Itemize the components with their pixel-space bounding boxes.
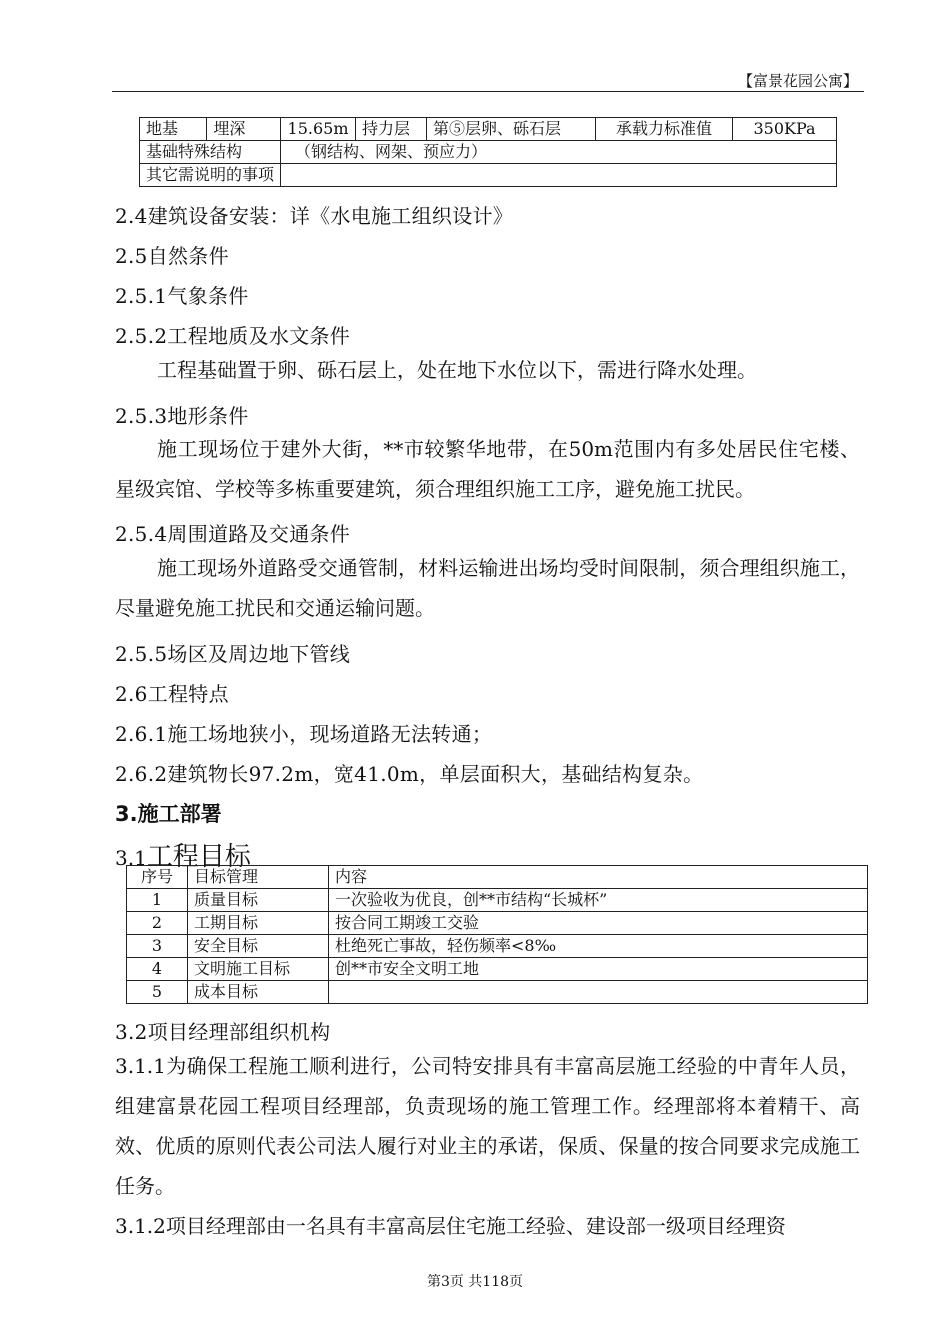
table-row	[127, 889, 868, 912]
table-row	[140, 118, 837, 141]
project-goals-table	[126, 865, 868, 1004]
table-row	[127, 981, 868, 1004]
table-row	[140, 141, 837, 164]
table-cell	[329, 981, 868, 1004]
table-cell: 工期目标	[188, 912, 329, 935]
section-2-6-1: 2.6.1施工场地狭小，现场道路无法转通；	[115, 722, 493, 746]
table-cell: 成本目标	[188, 981, 329, 1004]
table-cell: 承载力标准值	[596, 118, 733, 141]
section-2-6: 2.6工程特点	[115, 682, 229, 706]
table-cell: 350KPa	[733, 118, 837, 141]
section-3-1-number: 3.1	[115, 846, 147, 870]
table-cell: 一次验收为优良，创**市结构“长城杯”	[329, 889, 868, 912]
paragraph-traffic: 施工现场外道路受交通管制，材料运输进出场均受时间限制，须合理组织施工，尽量避免施工扰民和交通运输问题。	[115, 556, 860, 620]
table-cell: 地基	[140, 118, 207, 141]
table-cell: 埋深	[207, 118, 281, 141]
table-header-cell: 内容	[329, 866, 868, 889]
table-header-row	[127, 866, 868, 889]
table-cell	[281, 164, 837, 187]
table-header-cell: 目标管理	[188, 866, 329, 889]
table-cell: 杜绝死亡事故，轻伤频率<8‰	[329, 935, 868, 958]
document-header-title: 【富景花园公寓】	[737, 72, 858, 90]
table-cell: （钢结构、网架、预应力）	[281, 141, 837, 164]
table-cell: 质量目标	[188, 889, 329, 912]
section-2-5: 2.5自然条件	[115, 244, 229, 268]
table-cell: 15.65m	[281, 118, 356, 141]
foundation-table	[139, 117, 837, 187]
section-2-6-2: 2.6.2建筑物长97.2m，宽41.0m，单层面积大，基础结构复杂。	[115, 762, 704, 786]
section-2-5-2: 2.5.2工程地质及水文条件	[115, 324, 351, 348]
table-cell: 第⑤层卵、砾石层	[427, 118, 596, 141]
table-row	[127, 912, 868, 935]
table-cell: 5	[127, 981, 188, 1004]
section-2-5-4: 2.5.4周围道路及交通条件	[115, 522, 351, 546]
paragraph-3-1-1: 3.1.1为确保工程施工顺利进行，公司特安排具有丰富高层施工经验的中青年人员，组建富景花园工程项目经理部，负责现场的施工管理工作。经理部将本着精干、高效、优质的原则代表公司法人履行对业主的承诺，保质、保量的按合同要求完成施工任务。	[115, 1054, 860, 1198]
table-cell: 持力层	[356, 118, 427, 141]
section-2-5-5: 2.5.5场区及周边地下管线	[115, 642, 351, 666]
table-header-cell: 序号	[127, 866, 188, 889]
paragraph-3-1-2: 3.1.2项目经理部由一名具有丰富高层住宅施工经验、建设部一级项目经理资	[115, 1214, 786, 1238]
table-cell: 3	[127, 935, 188, 958]
table-cell: 文明施工目标	[188, 958, 329, 981]
table-cell: 基础特殊结构	[140, 141, 281, 164]
table-cell: 安全目标	[188, 935, 329, 958]
table-cell: 4	[127, 958, 188, 981]
table-row	[127, 935, 868, 958]
section-3-2: 3.2项目经理部组织机构	[115, 1020, 331, 1044]
table-cell: 2	[127, 912, 188, 935]
section-3-title: 3.施工部署	[115, 802, 222, 826]
paragraph-terrain: 施工现场位于建外大街，**市较繁华地带，在50m范围内有多处居民住宅楼、星级宾馆、学校等多栋重要建筑，须合理组织施工工序，避免施工扰民。	[115, 437, 860, 501]
section-3-1-title: 工程目标	[146, 842, 251, 872]
page-number: 第3页 共118页	[426, 1274, 524, 1290]
section-2-5-1: 2.5.1气象条件	[115, 284, 249, 308]
table-cell: 1	[127, 889, 188, 912]
table-row	[140, 164, 837, 187]
section-2-5-3: 2.5.3地形条件	[115, 404, 249, 428]
section-2-4: 2.4建筑设备安装：详《水电施工组织设计》	[115, 204, 514, 228]
table-cell: 其它需说明的事项	[140, 164, 281, 187]
table-cell: 按合同工期竣工交验	[329, 912, 868, 935]
table-cell: 创**市安全文明工地	[329, 958, 868, 981]
paragraph-geology: 工程基础置于卵、砾石层上，处在地下水位以下，需进行降水处理。	[157, 358, 757, 382]
header-divider	[112, 91, 864, 92]
table-row	[127, 958, 868, 981]
